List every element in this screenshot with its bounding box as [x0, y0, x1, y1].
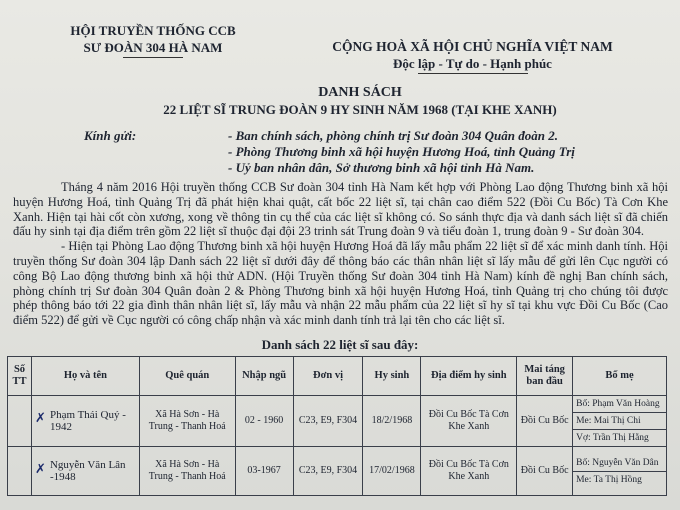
cell-stt [8, 447, 32, 496]
org-division: SƯ ĐOÀN 304 HÀ NAM [83, 40, 223, 55]
cell-name [31, 396, 139, 447]
table-row [8, 447, 667, 496]
paragraph: - Hiện tại Phòng Lao động Thương binh xã hội huyện Hương Hoá đã lấy mẫu phẩm 22 liệt sĩ để xác minh danh tính. Hội truyền thống Sư đoàn 304 lập Danh sách 22 liệt sĩ dưới đây để thông báo các thân nhân liệt sĩ lấy mẫu để gửi lên Cục người có công Bộ Lao động thương binh xã hội thử ADN. (Hội Truyền thống Sư đoàn 304 tỉnh Hà Nam) kính đề nghị Ban chính sách, phòng chính trị Sư đoàn 304 Quân đoàn 2 & Phòng Thương binh xã hội huyện Hương Hoá, tỉnh Quảng trị cho chúng tôi được phép thông báo tới 22 gia đình thân nhân liệt sĩ, lấy mẫu và nhận 22 mẫu phẩm của 22 liệt sĩ hy sĩ tại khu vực Đồi Cu Bốc (Cao điểm 522) để gửi về Cục người có công chấp nhận và xác minh danh tính trả lại tên cho các liệt sĩ. [13, 239, 668, 328]
header-cell: Số TT [8, 357, 32, 396]
cell-burial: Đồi Cu Bốc [517, 396, 573, 447]
header-cell: Đơn vị [293, 357, 363, 396]
cell-parents [573, 447, 667, 496]
paragraph: Tháng 4 năm 2016 Hội truyền thống CCB Sư đoàn 304 tỉnh Hà Nam kết hợp với Phòng Lao động Thương binh xã hội huyện Hương Hoá, tỉnh Quảng Trị đã phát hiện khai quật, cất bốc 22 liệt sĩ, tại chân cao điểm 522 (Đồi Cu Bốc) Tà Cơn Khe Xanh. Hiện tại hài cốt còn xương, xong về thông tin cụ thể của các liệt sĩ không có. So sánh thực địa và danh sách liệt sĩ đã chiến đấu hy sinh tại địa điểm trên gồm 22 liệt sĩ thuộc đại đội 23 trinh sát Trung đoàn 9 và tiểu đoàn 1, trung đoàn 9 - Sư đoàn 304. [13, 180, 668, 239]
parent-line: Me: Ta Thị Hồng [576, 474, 642, 485]
cell-place: Đồi Cu Bốc Tà Cơn Khe Xanh [421, 447, 517, 496]
org-name: HỘI TRUYỀN THỐNG CCB [70, 23, 236, 38]
title-sub: 22 LIỆT SĨ TRUNG ĐOÀN 9 HY SINH NĂM 1968 (TẠI KHE XANH) [163, 102, 557, 117]
cell-enlisted: 02 - 1960 [235, 396, 293, 447]
parent-line: Vợ: Trần Thị Hằng [576, 433, 649, 443]
cell-died: 17/02/1968 [363, 447, 421, 496]
cell-name [31, 447, 139, 496]
header-cell: Địa điểm hy sinh [421, 357, 517, 396]
cell-stt [8, 396, 32, 447]
parent-line: Bố: Nguyễn Văn Dân [573, 455, 666, 472]
handwritten-mark-icon: ✗ [34, 461, 46, 476]
motto-underline [418, 73, 528, 74]
header-cell: Quê quán [139, 357, 235, 396]
parent-line: Bố: Phạm Văn Hoàng [573, 396, 666, 413]
recipient-item: - Phòng Thương binh xã hội huyện Hương Hoá, tỉnh Quảng Trị [228, 144, 575, 159]
cell-place: Đồi Cu Bốc Tà Cơn Khe Xanh [421, 396, 517, 447]
cell-enlisted: 03-1967 [235, 447, 293, 496]
nation-motto: Độc lập - Tự do - Hạnh phúc [393, 56, 552, 71]
body-text [13, 180, 668, 328]
handwritten-mark-icon: ✗ [34, 410, 46, 425]
table-header-row [8, 357, 667, 396]
recipients-list [228, 128, 575, 176]
cell-hometown: Xã Hà Sơn - Hà Trung - Thanh Hoá [139, 447, 235, 496]
cell-burial: Đồi Cu Bốc [517, 447, 573, 496]
header-cell: Họ và tên [31, 357, 139, 396]
org-underline [123, 57, 183, 58]
organization-header [58, 22, 248, 58]
cell-unit: C23, E9, F304 [293, 447, 363, 496]
parent-line: Me: Mai Thị Chi [573, 413, 666, 430]
cell-died: 18/2/1968 [363, 396, 421, 447]
header-cell: Mai táng ban đầu [517, 357, 573, 396]
recipients-label: Kính gửi: [84, 128, 137, 143]
cell-hometown: Xã Hà Sơn - Hà Trung - Thanh Hoá [139, 396, 235, 447]
header-cell: Nhập ngũ [235, 357, 293, 396]
title-main: DANH SÁCH [318, 85, 402, 100]
cell-unit: C23, E9, F304 [293, 396, 363, 447]
national-header [325, 38, 620, 74]
recipient-item: - Ban chính sách, phòng chính trị Sư đoàn 304 Quân đoàn 2. [228, 128, 559, 143]
recipient-item: - Uỷ ban nhân dân, Sở thương binh xã hội tỉnh Hà Nam. [228, 160, 535, 175]
table-row [8, 396, 667, 447]
nation-name: CỘNG HOÀ XÃ HỘI CHỦ NGHĨA VIỆT NAM [332, 39, 613, 54]
header-cell: Bố mẹ [573, 357, 667, 396]
martyr-name: Nguyễn Văn Lân -1948 [49, 459, 126, 483]
cell-parents [573, 396, 667, 447]
document-title [0, 84, 680, 118]
header-cell: Hy sinh [363, 357, 421, 396]
table-caption: Danh sách 22 liệt sĩ sau đây: [261, 337, 419, 352]
martyr-name: Phạm Thái Quý - 1942 [49, 409, 126, 433]
martyrs-table [7, 356, 667, 496]
